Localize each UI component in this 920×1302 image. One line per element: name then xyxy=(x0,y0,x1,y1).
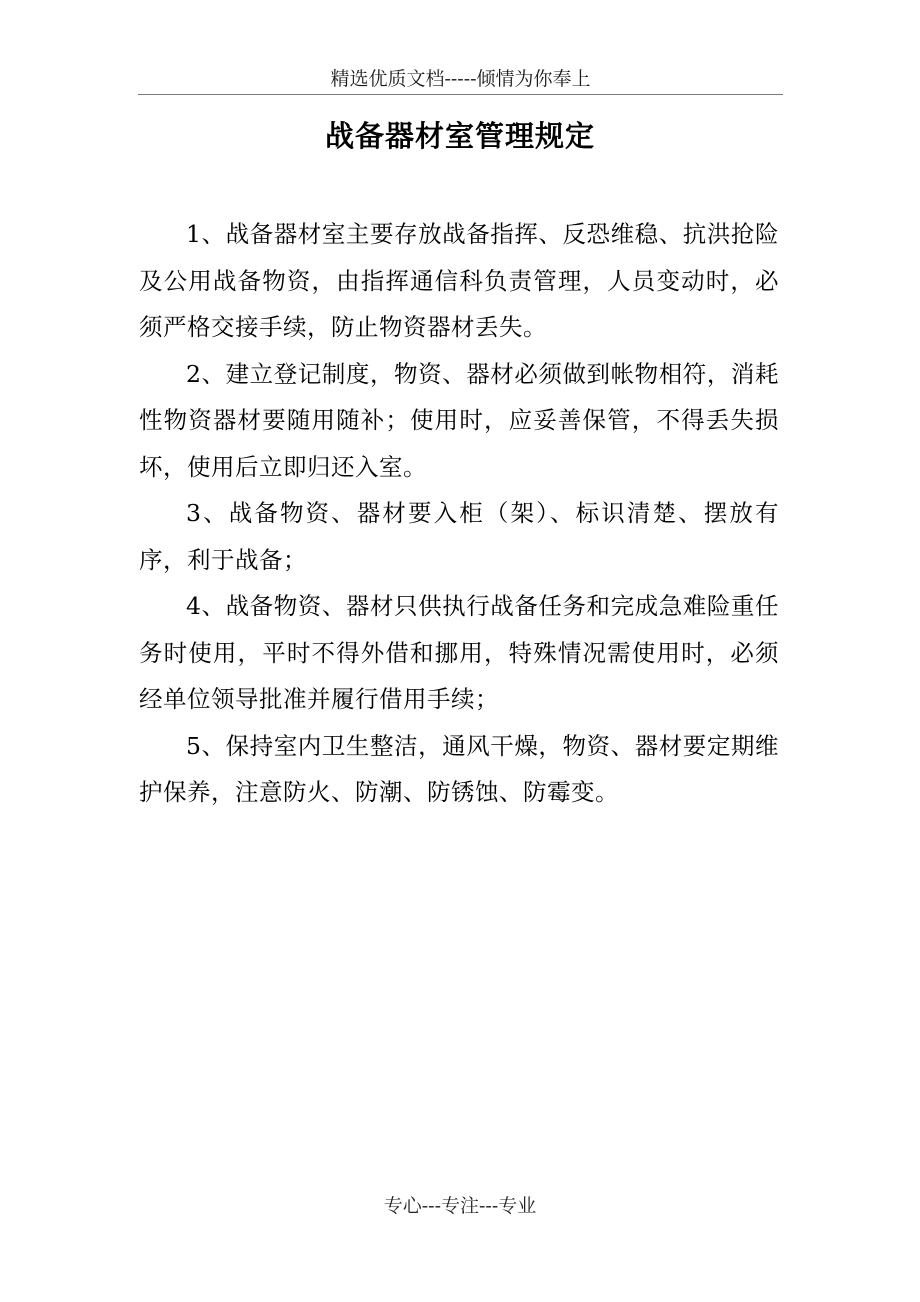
clause-1: 1、战备器材室主要存放战备指挥、反恐维稳、抗洪抢险及公用战备物资，由指挥通信科负责管理，人员变动时，必须严格交接手续，防止物资器材丢失。 xyxy=(139,220,779,341)
document-body xyxy=(139,211,779,816)
page-header xyxy=(138,62,783,95)
clause-3: 3、战备物资、器材要入柜（架）、标识清楚、摆放有序，利于战备； xyxy=(139,499,779,574)
page-header-text: 精选优质文档-----倾情为你奉上 xyxy=(330,68,591,90)
clause-4: 4、战备物资、器材只供执行战备任务和完成急难险重任务时使用，平时不得外借和挪用，特殊情况需使用时，必须经单位领导批准并履行借用手续； xyxy=(139,592,779,713)
clause-2: 2、建立登记制度，物资、器材必须做到帐物相符，消耗性物资器材要随用随补；使用时，应妥善保管，不得丢失损坏，使用后立即归还入室。 xyxy=(139,359,779,481)
page-footer: 专心---专注---专业 xyxy=(383,1195,537,1217)
clause-5: 5、保持室内卫生整洁，通风干燥，物资、器材要定期维护保养，注意防火、防潮、防锈蚀、防霉变。 xyxy=(139,731,779,806)
document-title: 战备器材室管理规定 xyxy=(324,119,595,153)
